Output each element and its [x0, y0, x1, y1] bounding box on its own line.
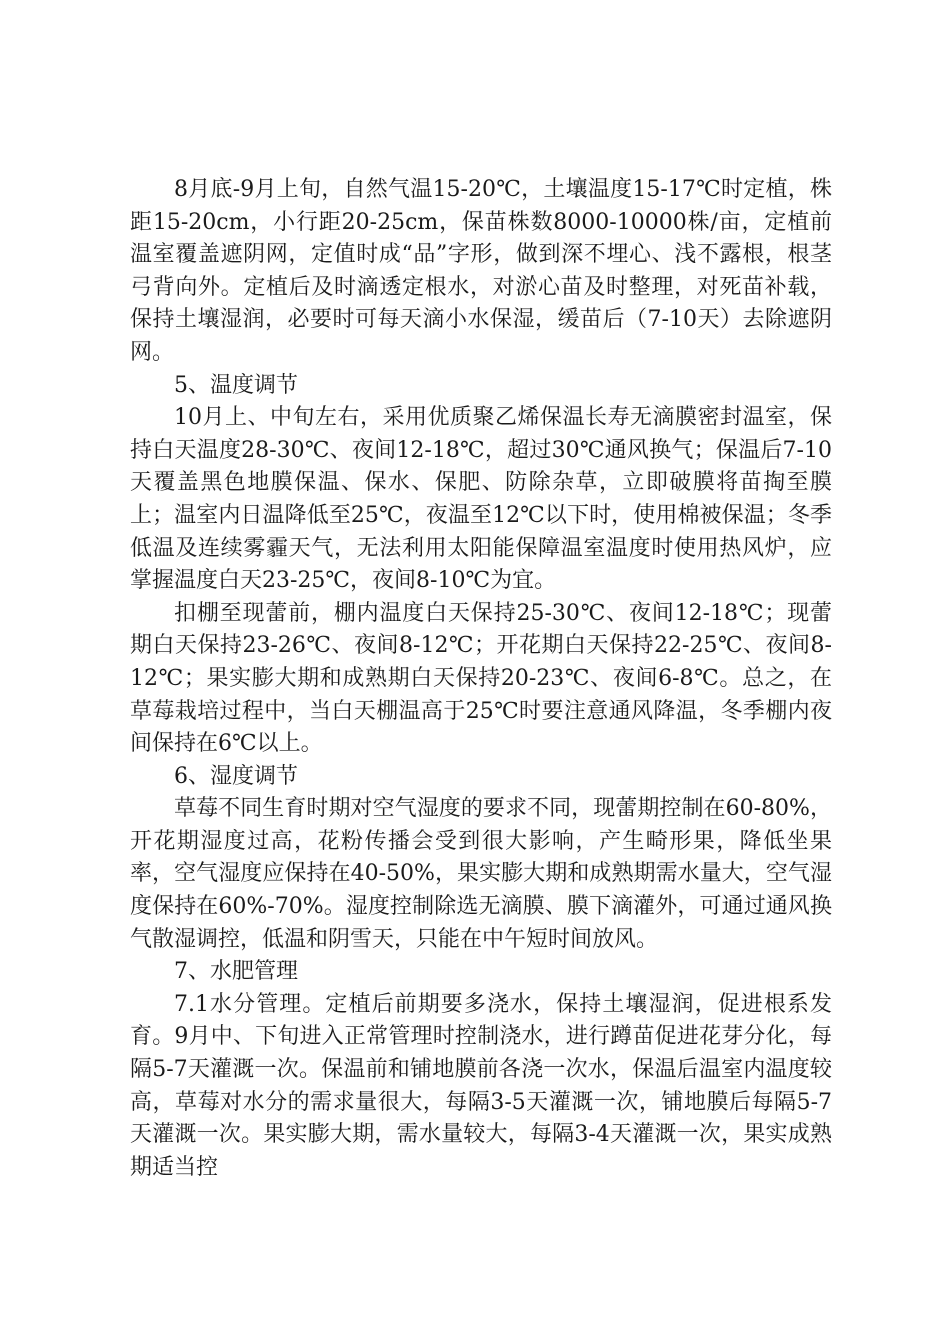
paragraph-water-management: 7.1水分管理。定植后前期要多浇水，保持土壤湿润，促进根系发育。9月中、下旬进入正常管理时控制浇水，进行蹲苗促进花芽分化，每隔5-7天灌溉一次。保温前和铺地膜前各浇一次水，保温后温室内温度较高，草莓对水分的需求量很大，每隔3-5天灌溉一次，铺地膜后每隔5-7天灌溉一次。果实膨大期，需水量较大，每隔3-4天灌溉一次，果实成熟期适当控 — [130, 991, 832, 1180]
heading-temperature: 5、温度调节 — [174, 372, 298, 398]
document-body — [130, 174, 832, 1184]
paragraph-planting: 8月底-9月上旬，自然气温15-20℃，土壤温度15-17℃时定植，株距15-20cm，小行距20-25cm，保苗株数8000-10000株/亩，定植前温室覆盖遮阴网，定值时成“品”字形，做到深不埋心、浅不露根，根茎弓背向外。定植后及时滴透定根水，对淤心苗及时整理，对死苗补载，保持土壤湿润，必要时可每天滴小水保湿，缓苗后（7-10天）去除遮阴网。 — [130, 177, 832, 365]
paragraph-humidity: 草莓不同生育时期对空气湿度的要求不同，现蕾期控制在60-80%，开花期湿度过高，花粉传播会受到很大影响，产生畸形果，降低坐果率，空气湿度应保持在40-50%，果实膨大期和成熟期需水量大，空气湿度保持在60%-70%。湿度控制除选无滴膜、膜下滴灌外，可通过通风换气散湿调控，低温和阴雪天，只能在中午短时间放风。 — [130, 796, 833, 952]
heading-humidity: 6、湿度调节 — [174, 763, 298, 789]
paragraph-temperature-1: 10月上、中旬左右，采用优质聚乙烯保温长寿无滴膜密封温室，保持白天温度28-30℃、夜间12-18℃，超过30℃通风换气；保温后7-10天覆盖黑色地膜保温、保水、保肥、防除杂草，立即破膜将苗掏至膜上；温室内日温降低至25℃，夜温至12℃以下时，使用棉被保温；冬季低温及连续雾霾天气，无法利用太阳能保障温室温度时使用热风炉，应掌握温度白天23-25℃，夜间8-10℃为宜。 — [130, 405, 832, 594]
paragraph-temperature-2: 扣棚至现蕾前，棚内温度白天保持25-30℃、夜间12-18℃；现蕾期白天保持23-26℃、夜间8-12℃；开花期白天保持22-25℃、夜间8-12℃；果实膨大期和成熟期白天保持20-23℃、夜间6-8℃。总之，在草莓栽培过程中，当白天棚温高于25℃时要注意通风降温，冬季棚内夜间保持在6℃以上。 — [130, 600, 832, 757]
heading-water-fertilizer: 7、水肥管理 — [174, 959, 298, 985]
